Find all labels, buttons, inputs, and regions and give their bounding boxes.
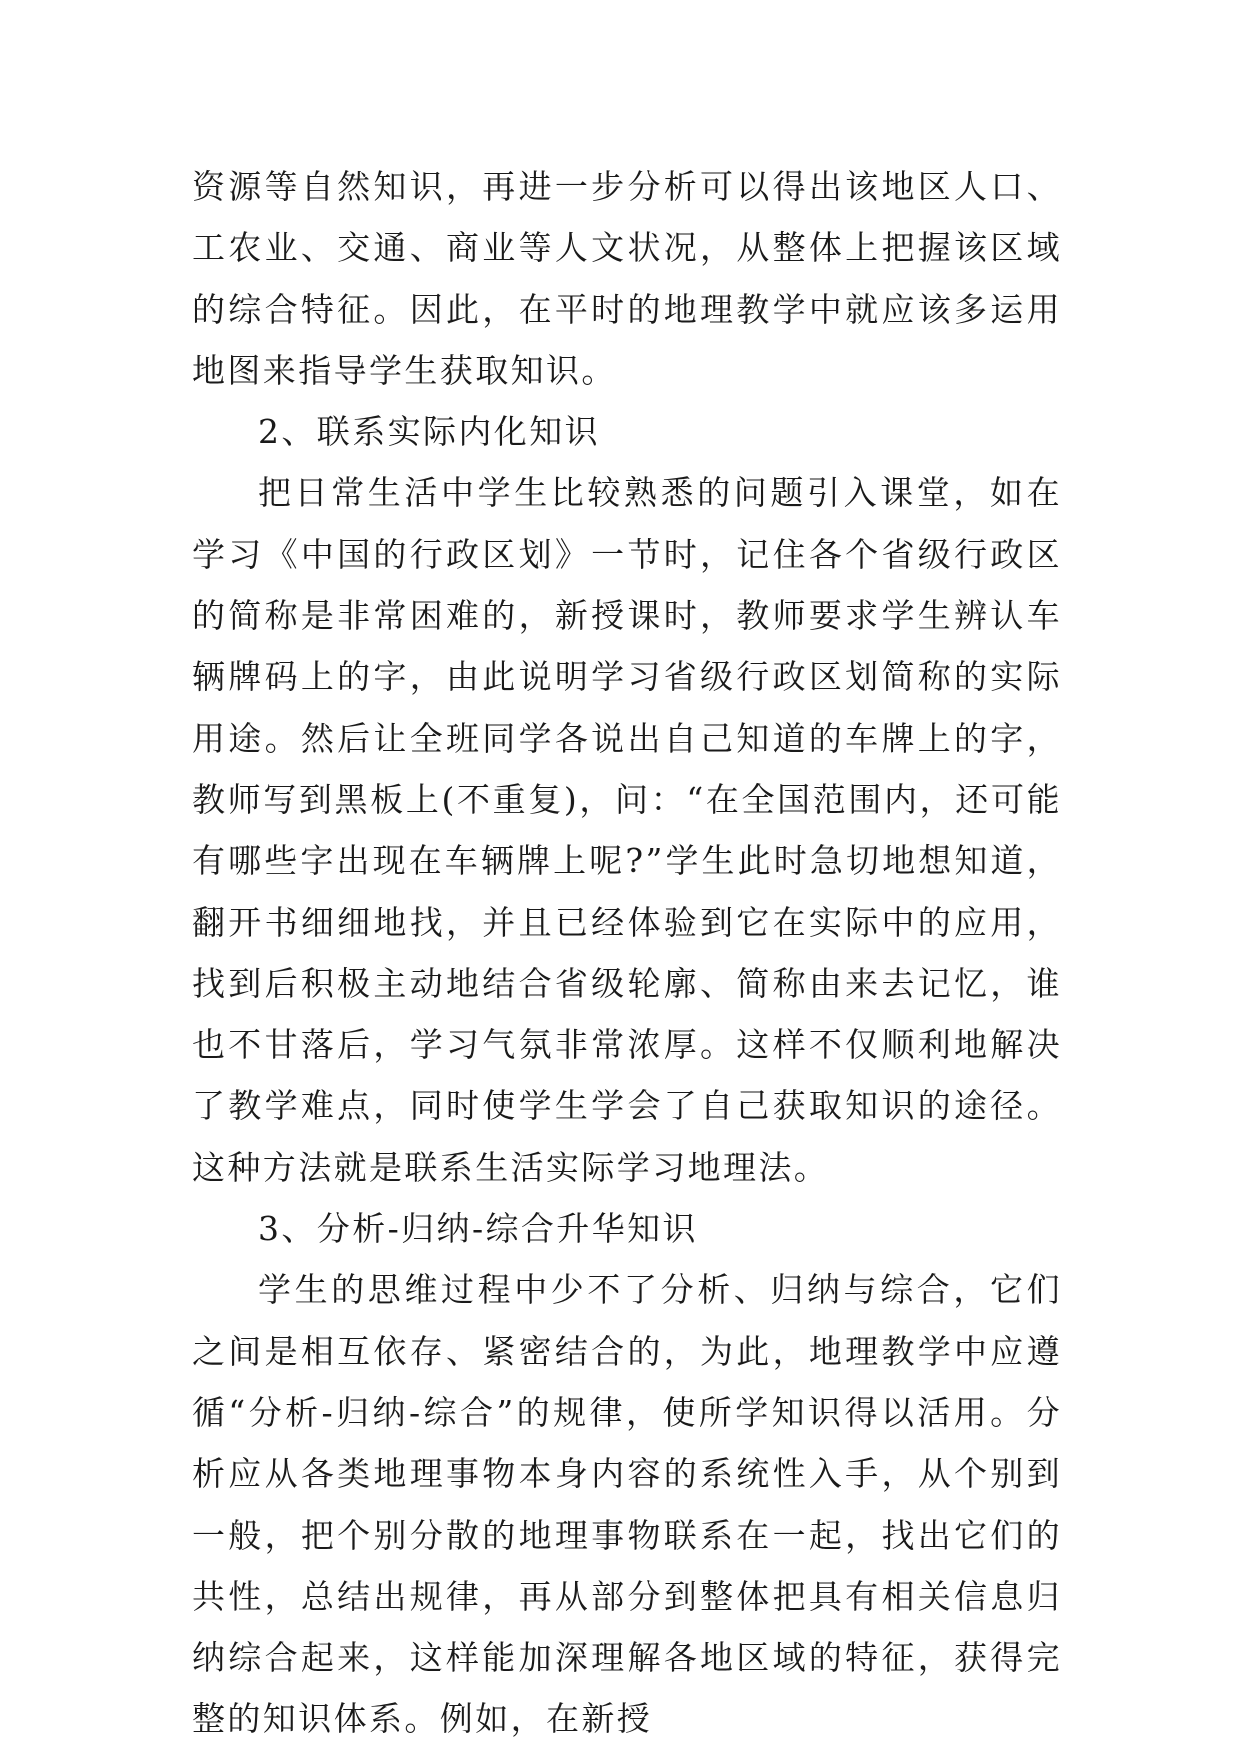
paragraph-section-3: 学生的思维过程中少不了分析、归纳与综合，它们之间是相互依存、紧密结合的，为此，地理教学中应遵循“分析-归纳-综合”的规律，使所学知识得以活用。分析应从各类地理事物本身内容的系统性入手，从个别到一般，把个别分散的地理事物联系在一起，找出它们的共性，总结出规律，再从部分到整体把具有相关信息归纳综合起来，这样能加深理解各地区域的特征，获得完整的知识体系。例如，在新授	[192, 1270, 1062, 1739]
section-heading-2: 2、联系实际内化知识	[258, 412, 600, 452]
paragraph-section-2: 把日常生活中学生比较熟悉的问题引入课堂，如在学习《中国的行政区划》一节时，记住各个省级行政区的简称是非常困难的，新授课时，教师要求学生辨认车辆牌码上的字，由此说明学习省级行政区划简称的实际用途。然后让全班同学各说出自己知道的车牌上的字，教师写到黑板上(不重复)，问：“在全国范围内，还可能有哪些字出现在车辆牌上呢?”学生此时急切地想知道，翻开书细细地找，并且已经体验到它在实际中的应用，找到后积极主动地结合省级轮廓、简称由来去记忆，谁也不甘落后，学习气氛非常浓厚。这样不仅顺利地解决了教学难点，同时使学生学会了自己获取知识的途径。这种方法就是联系生活实际学习地理法。	[192, 473, 1062, 1187]
paragraph-continued: 资源等自然知识，再进一步分析可以得出该地区人口、工农业、交通、商业等人文状况，从整体上把握该区域的综合特征。因此，在平时的地理教学中就应该多运用地图来指导学生获取知识。	[192, 167, 1062, 390]
section-heading-3: 3、分析-归纳-综合升华知识	[258, 1209, 698, 1249]
document-body	[192, 156, 1062, 1750]
